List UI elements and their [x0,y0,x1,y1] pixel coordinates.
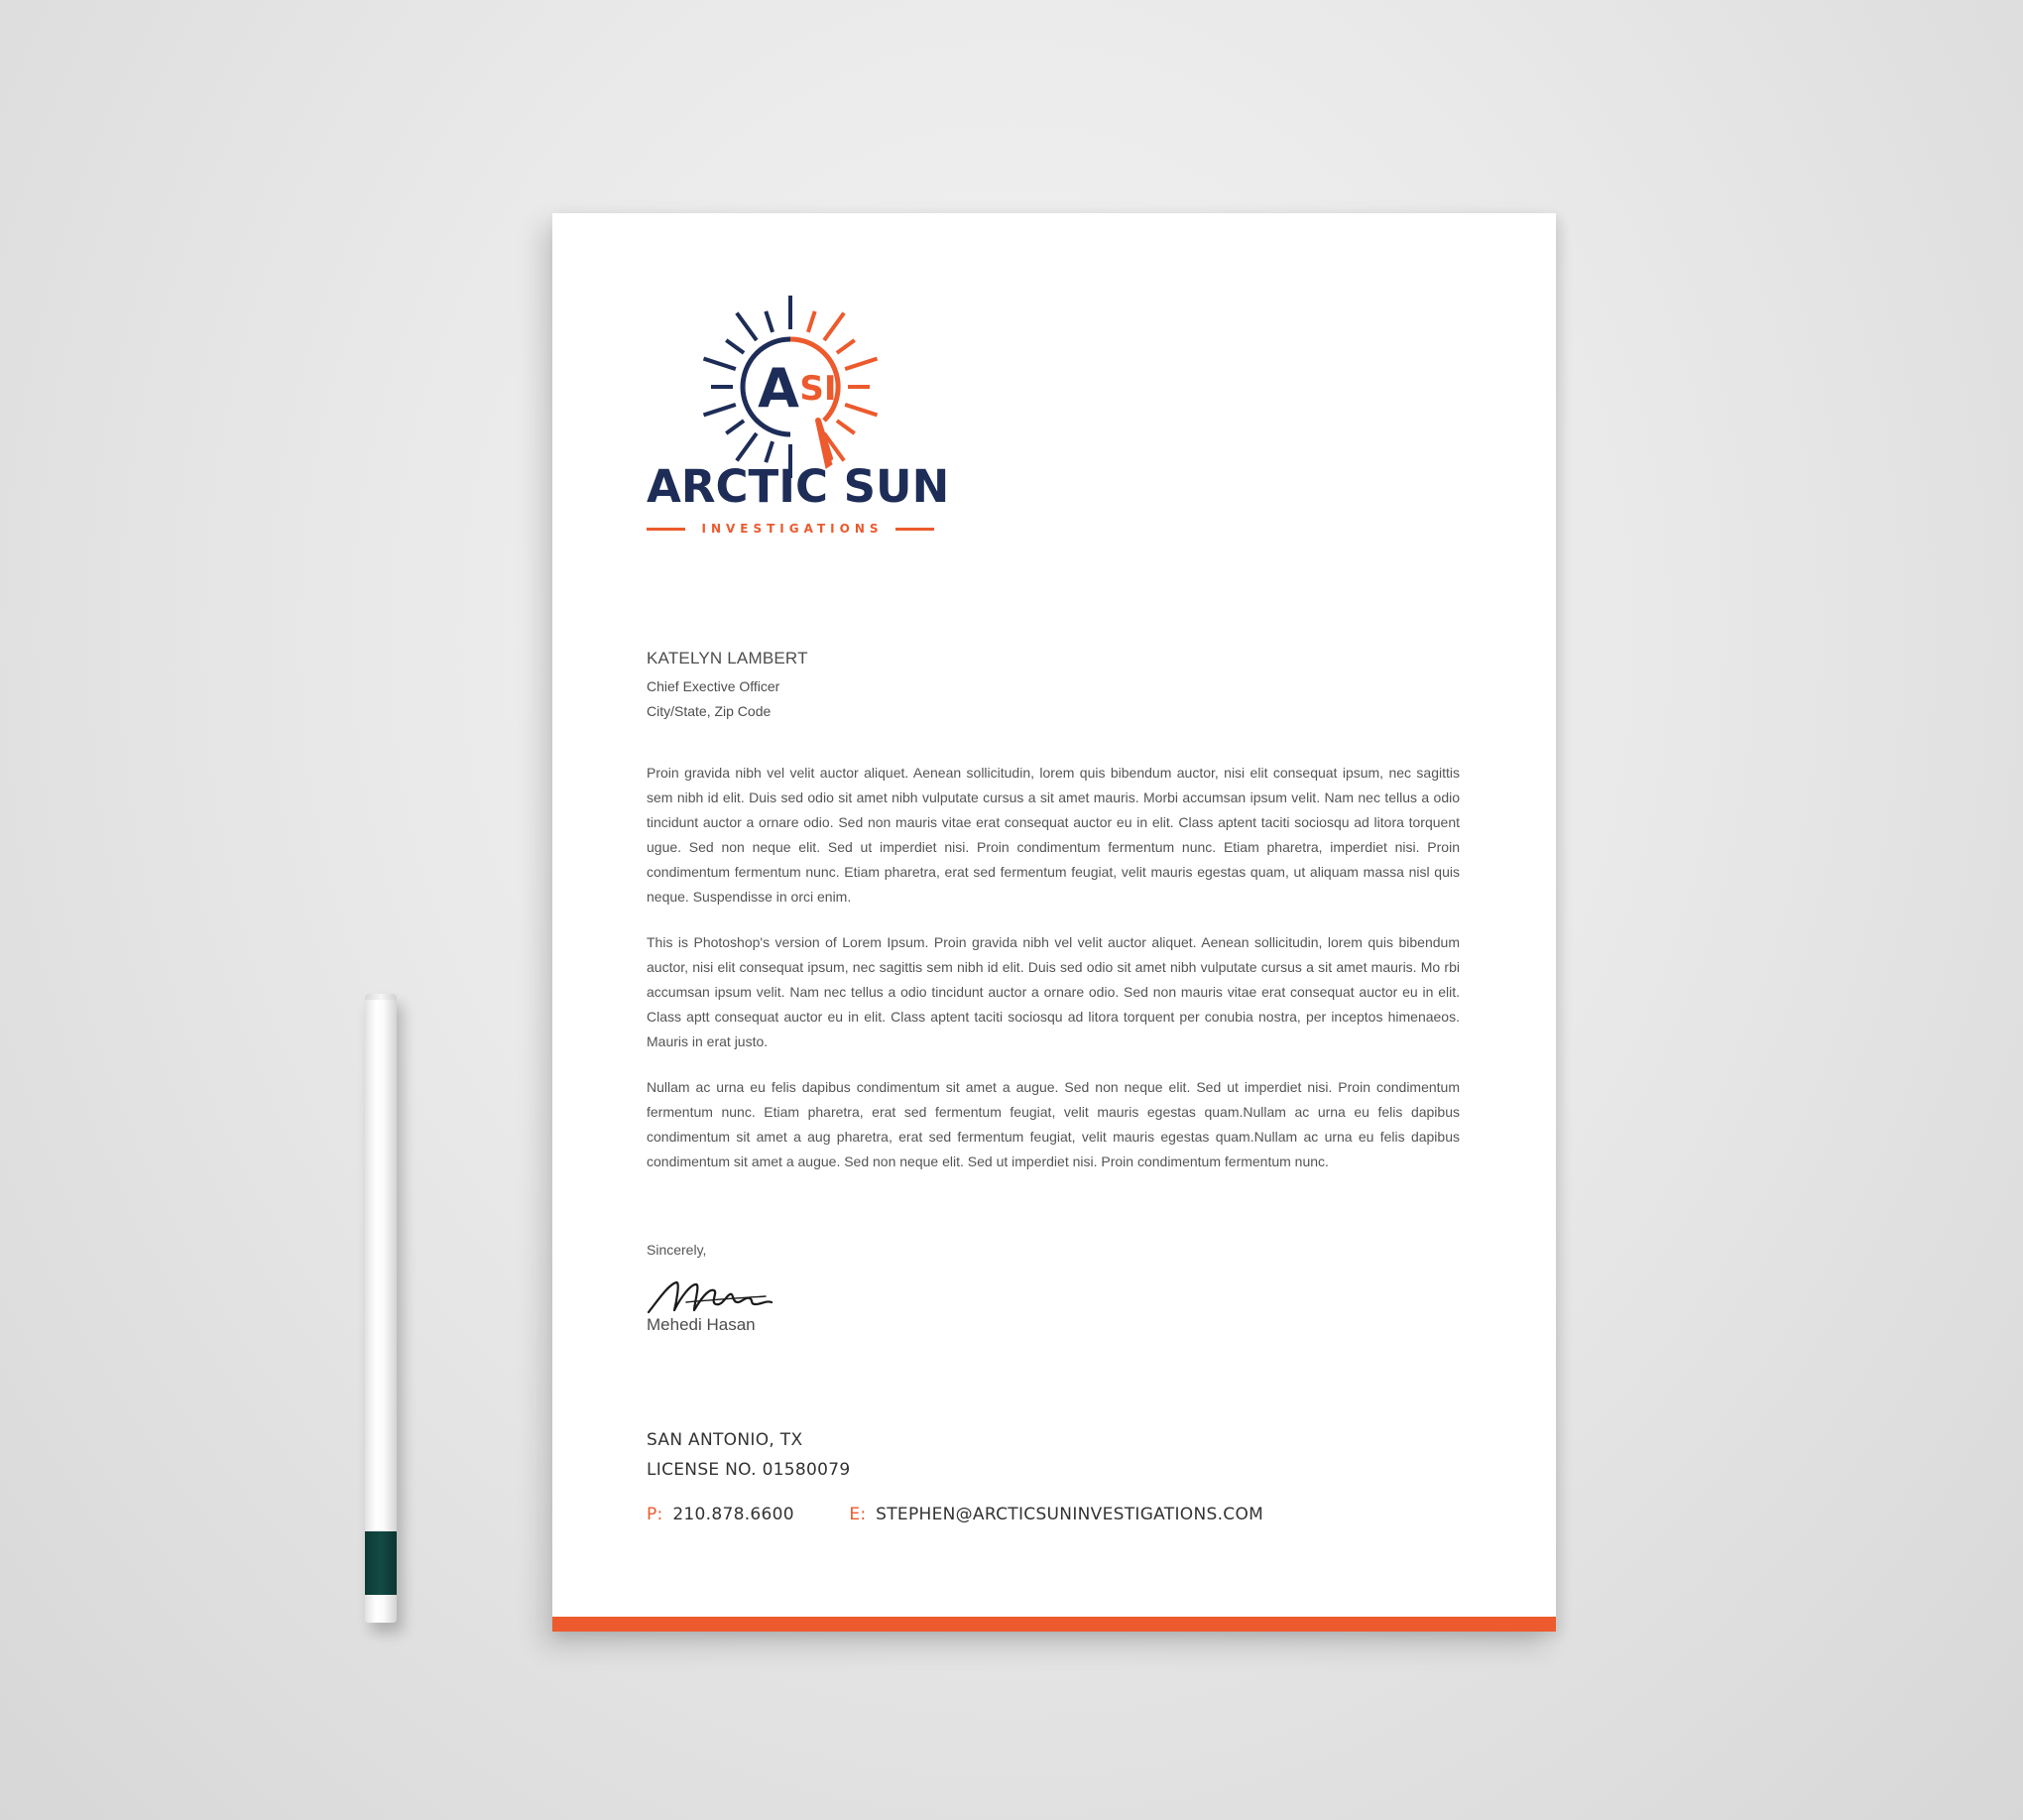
recipient-block [647,648,808,724]
letter-body [647,761,1460,1195]
contact-license: LICENSE NO. 01580079 [647,1460,851,1480]
sun-ray [704,359,736,370]
sun-ray [824,313,844,341]
email-label: E: [849,1505,867,1524]
sun-ray [837,421,855,433]
sun-ray [726,340,744,353]
monogram-si: SI [799,369,837,409]
company-logo [647,288,950,541]
monogram-a: A [758,357,799,420]
salutation: Sincerely, [647,1242,707,1258]
body-paragraph: Proin gravida nibh vel velit auctor aliquet. Aenean sollicitudin, lorem quis bibendum auctor, nisi elit consequat ipsum, nec sagittis sem nibh id elit. Duis sed odio sit amet nibh vulputate cursus a sit amet mauris. Morbi accumsan ipsum velit. Nam nec tellus a odio tincidunt auctor a ornare odio. Sed non mauris vitae erat consequat auctor eu in elit. Class aptent taciti sociosqu ad litora torquent ugue. Sed non neque elit. Sed ut imperdiet nisi. Proin condimentum fermentum nunc. Etiam pharetra, imperdiet nisi. Proin condimentum fermentum nunc. Etiam pharetra, erat sed fermentum feugiat, velit mauris egestas quam, ut aliquam massa nisl quis neque. Suspendisse in orci enim. [647,765,1460,905]
signer-name: Mehedi Hasan [647,1315,756,1334]
handwritten-signature [647,1273,775,1320]
sun-ray [726,421,744,433]
pen-cap [365,994,397,1000]
bottom-accent-bar [552,1617,1556,1632]
pen-grip-band [365,1531,397,1595]
pen [365,994,397,1623]
sun-ray [845,359,877,370]
sun-ray [808,311,815,332]
sun-ray [766,311,773,332]
contact-city: SAN ANTONIO, TX [647,1430,803,1450]
phone-number[interactable]: 210.878.6600 [672,1505,794,1524]
sun-ray [737,433,757,461]
sun-ray [845,405,877,416]
contact-block [647,1425,1263,1529]
closing-block [647,1238,775,1336]
sun-ray [704,405,736,416]
email-address[interactable]: STEPHEN@ARCTICSUNINVESTIGATIONS.COM [876,1505,1264,1524]
sun-ray [766,441,773,462]
body-paragraph: Nullam ac urna eu felis dapibus condimentum sit amet a augue. Sed non neque elit. Sed ut imperdiet nisi. Proin condimentum fermentum nunc. Etiam pharetra, erat sed fermentum feugiat, velit mauris egestas quam.Nullam ac urna eu felis dapibus condimentum sit amet a aug pharetra, erat sed fermentum feugiat, velit mauris egestas quam.Nullam ac urna eu felis dapibus condimentum sit amet a augue. Sed non neque elit. Sed ut imperdiet nisi. Proin condimentum fermentum nunc. [647,1079,1460,1169]
logo-wordmark: ARCTIC SUN [647,460,950,513]
phone-label: P: [647,1505,663,1524]
sun-magnifier-emblem [691,288,890,486]
tagline-dash-right [895,528,934,531]
sun-ray [837,340,855,353]
recipient-location: City/State, Zip Code [647,703,772,719]
contact-row [647,1500,1263,1529]
recipient-name: KATELYN LAMBERT [647,649,808,667]
sun-ray [737,313,757,341]
letterhead-page [552,213,1556,1632]
tagline-dash-left [647,528,685,531]
body-paragraph: This is Photoshop's version of Lorem Ipsum. Proin gravida nibh vel velit auctor aliquet. Aenean sollicitudin, lorem quis bibendum auctor, nisi elit consequat ipsum, nec sagittis sem nibh id elit. Duis sed odio sit amet nibh vulputate cursus a sit amet mauris. Mo rbi accumsan ipsum velit. Nam nec tellus a odio tincidunt auctor a ornare odio. Sed non mauris vitae erat consequat auctor eu in elit. Class aptt consequat auctor eu in elit. Class aptent taciti sociosqu ad litora torquent per conubia nostra, per inceptos himenaeos. Mauris in erat justo. [647,934,1460,1049]
logo-tagline-row [647,519,934,539]
logo-tagline: INVESTIGATIONS [701,522,884,536]
recipient-title: Chief Exective Officer [647,678,780,694]
